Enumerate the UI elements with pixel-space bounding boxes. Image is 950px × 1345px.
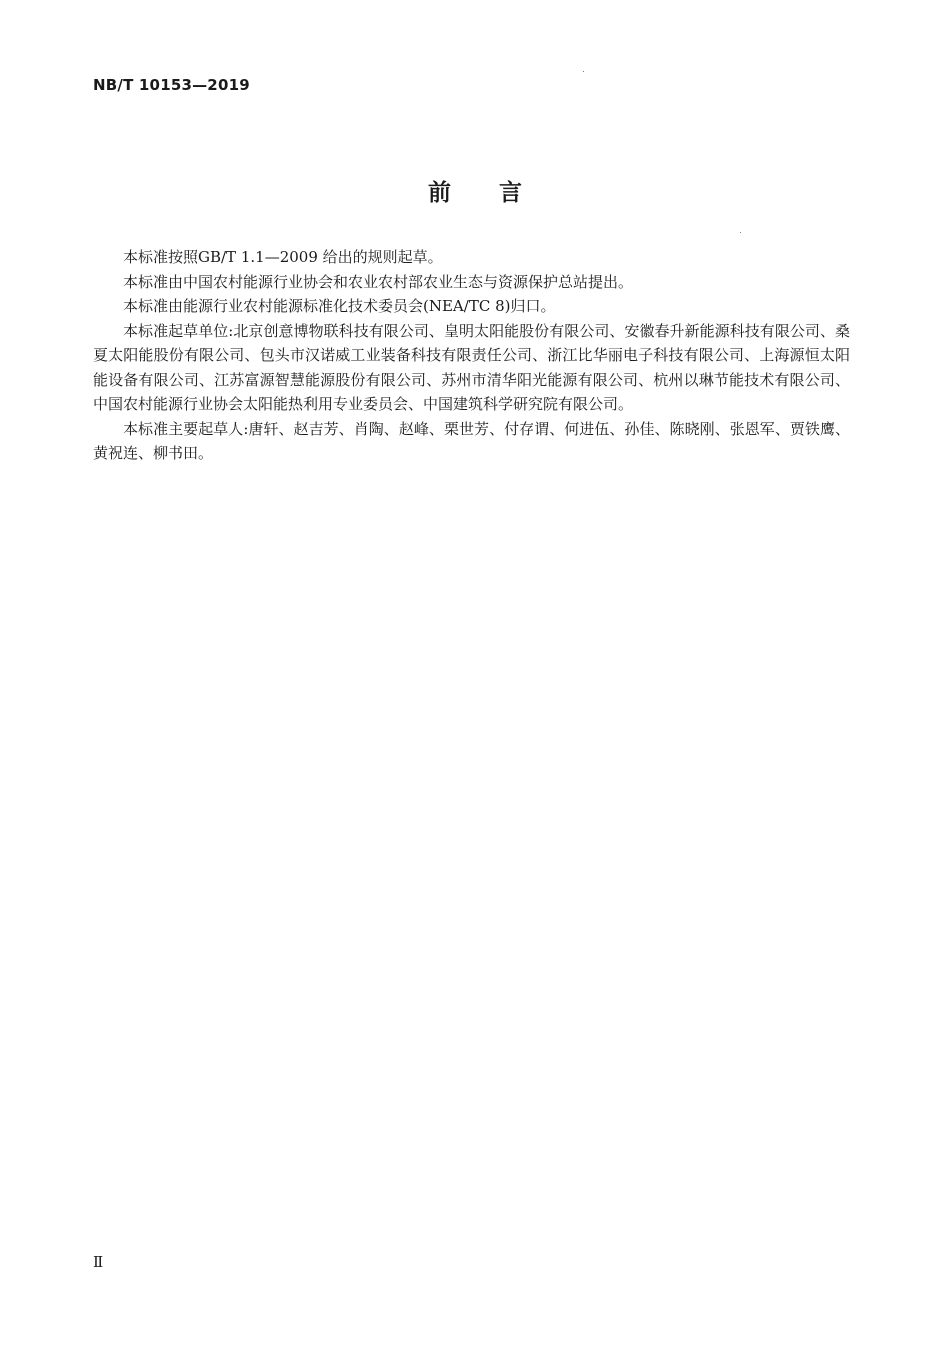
page-number: Ⅱ bbox=[93, 1253, 104, 1271]
body-text bbox=[93, 245, 850, 466]
paragraph-drafting-rules: 本标准按照GB/T 1.1—2009 给出的规则起草。 bbox=[123, 248, 443, 266]
scan-speck bbox=[740, 232, 741, 233]
paragraph-proposer: 本标准由中国农村能源行业协会和农业农村部农业生态与资源保护总站提出。 bbox=[123, 272, 634, 291]
paragraph-drafters: 本标准主要起草人:唐轩、赵吉芳、肖陶、赵峰、栗世芳、付存谓、何进伍、孙佳、陈晓刚、张恩军、贾铁鹰、黄祝连、柳书田。 bbox=[93, 419, 850, 462]
paragraph-administrator: 本标准由能源行业农村能源标准化技术委员会(NEA/TC 8)归口。 bbox=[123, 297, 556, 315]
scan-speck bbox=[583, 71, 584, 72]
document-code: NB/T 10153—2019 bbox=[93, 76, 250, 94]
section-title: 前言 bbox=[428, 180, 570, 206]
paragraph-drafting-units: 本标准起草单位:北京创意博物联科技有限公司、皇明太阳能股份有限公司、安徽春升新能源科技有限公司、桑夏太阳能股份有限公司、包头市汉诺威工业装备科技有限责任公司、浙江比华丽电子科技有限公司、上海源恒太阳能设备有限公司、江苏富源智慧能源股份有限公司、苏州市清华阳光能源有限公司、杭州以琳节能技术有限公司、中国农村能源行业协会太阳能热利用专业委员会、中国建筑科学研究院有限公司。 bbox=[93, 321, 850, 413]
